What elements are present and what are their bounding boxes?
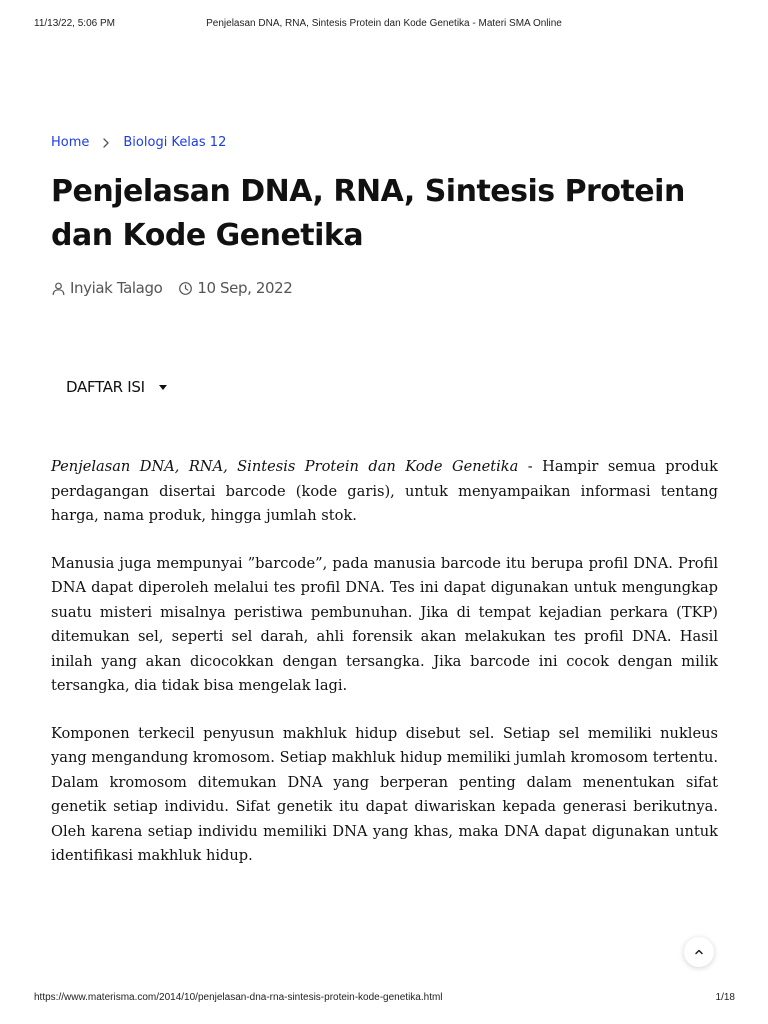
article-meta: [51, 279, 292, 297]
print-date: 11/13/22, 5:06 PM: [34, 18, 115, 29]
date-meta: [178, 279, 292, 297]
chevron-right-icon: [99, 136, 113, 150]
chevron-up-icon: [693, 946, 705, 958]
print-url: https://www.materisma.com/2014/10/penjelasan-dna-rna-sintesis-protein-kode-genetika.html: [34, 992, 443, 1003]
author-link[interactable]: Inyiak Talago: [70, 279, 163, 297]
scroll-to-top-button[interactable]: [684, 937, 714, 967]
article-intro-italic: Penjelasan DNA, RNA, Sintesis Protein dan Kode Genetika: [51, 458, 519, 475]
publish-date: 10 Sep, 2022: [197, 279, 293, 297]
breadcrumb-category-link[interactable]: Biologi Kelas 12: [123, 135, 227, 150]
caret-down-icon: [159, 385, 167, 390]
print-header: [0, 18, 768, 32]
print-page-title: Penjelasan DNA, RNA, Sintesis Protein dan Kode Genetika - Materi SMA Online: [206, 18, 562, 29]
breadcrumb-home-link[interactable]: Home: [51, 135, 90, 150]
print-page-number: 1/18: [715, 992, 735, 1003]
print-footer: [0, 992, 768, 1006]
user-icon: [51, 281, 66, 296]
author-meta: [51, 279, 162, 297]
article-body: [51, 455, 718, 892]
article-paragraph: Manusia juga mempunyai ”barcode”, pada manusia barcode itu berupa profil DNA. Profil DNA dapat diperoleh melalui tes profil DNA. Tes ini dapat digunakan untuk mengungkap suatu misteri misalnya peristiwa pembunuhan. Jika di tempat kejadian perkara (TKP) ditemukan sel, seperti sel darah, ahli forensik akan melakukan tes profil DNA. Hasil inilah yang akan dicocokkan dengan tersangka. Jika barcode ini cocok dengan milik tersangka, dia tidak bisa mengelak lagi.: [51, 554, 718, 694]
clock-icon: [178, 281, 193, 296]
article-paragraph: Komponen terkecil penyusun makhluk hidup disebut sel. Setiap sel memiliki nukleus yang mengandung kromosom. Setiap makhluk hidup memiliki jumlah kromosom tertentu. Dalam kromosom ditemukan DNA yang berperan penting dalam menentukan sifat genetik setiap individu. Sifat genetik itu dapat diwariskan kepada generasi berikutnya. Oleh karena setiap individu memiliki DNA yang khas, maka DNA dapat digunakan untuk identifikasi makhluk hidup.: [51, 724, 718, 864]
toc-label: DAFTAR ISI: [66, 378, 145, 396]
article-title: Penjelasan DNA, RNA, Sintesis Protein dan Kode Genetika: [51, 174, 685, 253]
breadcrumb: [51, 135, 226, 150]
table-of-contents-toggle[interactable]: [66, 378, 167, 396]
article-paragraph: [51, 455, 718, 529]
article-paragraph-text: - Hampir semua produk perdagangan disertai barcode (kode garis), untuk menyampaikan informasi tentang harga, nama produk, hingga jumlah stok.: [51, 458, 718, 524]
